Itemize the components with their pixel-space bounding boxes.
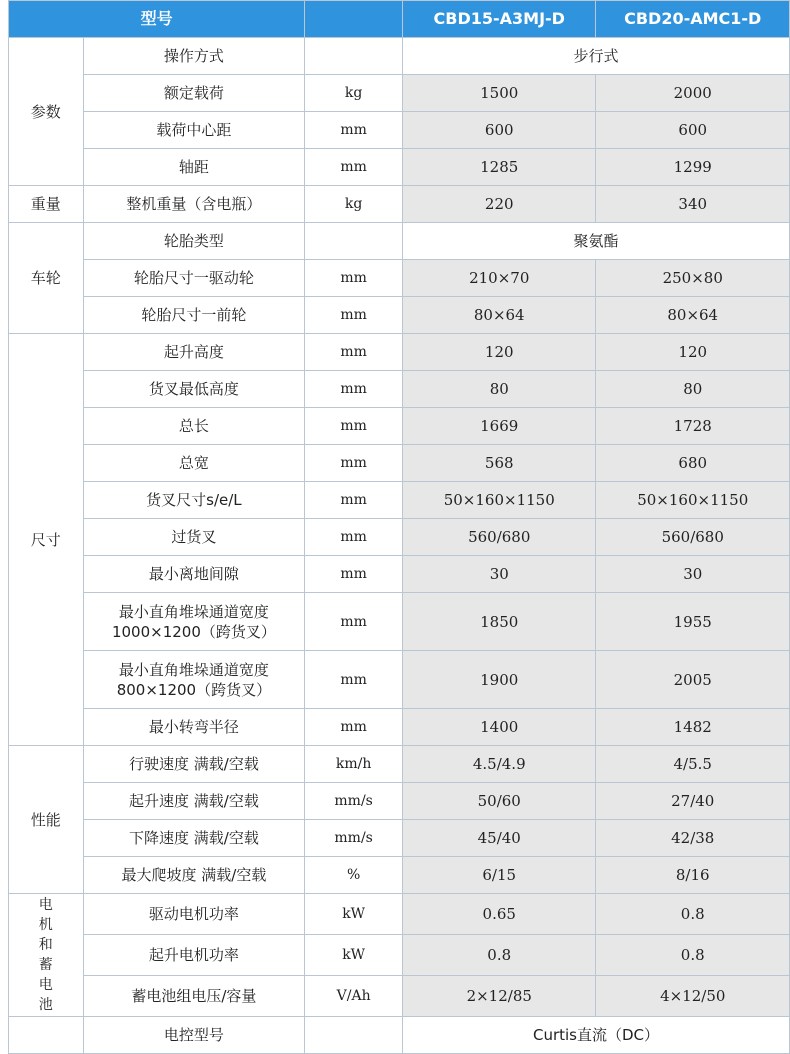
value-cell-model-1: 600 xyxy=(403,112,596,149)
value-cell-model-2: 2005 xyxy=(596,651,790,709)
param-label: 最小直角堆垛通道宽度 xyxy=(118,660,269,679)
unit-cell: mm xyxy=(305,408,403,445)
param-label: 最大爬坡度 满载/空载 xyxy=(121,866,267,884)
param-cell xyxy=(83,857,305,894)
unit-cell: V/Ah xyxy=(305,976,403,1017)
param-label: 起升电机功率 xyxy=(148,946,239,964)
table-row xyxy=(9,297,790,334)
value-cell-model-1: 0.65 xyxy=(403,894,596,935)
param-label: 载荷中心距 xyxy=(156,121,232,139)
category-cell xyxy=(9,894,84,1017)
table-row xyxy=(9,149,790,186)
param-label: 最小直角堆垛通道宽度 xyxy=(118,602,269,621)
param-cell xyxy=(83,651,305,709)
value-cell-model-2: 0.8 xyxy=(596,894,790,935)
table-row xyxy=(9,75,790,112)
value-cell-model-2: 2000 xyxy=(596,75,790,112)
param-label: 轮胎尺寸一驱动轮 xyxy=(133,269,254,287)
param-label: 驱动电机功率 xyxy=(148,905,239,923)
param-cell xyxy=(83,223,305,260)
merged-value-cell: 聚氨酯 xyxy=(403,223,790,260)
unit-cell: mm xyxy=(305,519,403,556)
param-cell xyxy=(83,1017,305,1054)
value-cell-model-1: 4.5/4.9 xyxy=(403,746,596,783)
value-cell-model-1: 1500 xyxy=(403,75,596,112)
param-label: 额定载荷 xyxy=(163,84,224,102)
unit-cell: kg xyxy=(305,75,403,112)
param-label: 行驶速度 满载/空载 xyxy=(129,755,259,773)
param-cell xyxy=(83,519,305,556)
param-cell xyxy=(83,38,305,75)
value-cell-model-2: 4×12/50 xyxy=(596,976,790,1017)
param-cell xyxy=(83,709,305,746)
param-label: 过货叉 xyxy=(171,528,217,546)
table-row xyxy=(9,112,790,149)
header-unit-blank xyxy=(305,1,403,38)
value-cell-model-1: 560/680 xyxy=(403,519,596,556)
category-cell: 重量 xyxy=(9,186,84,223)
table-row xyxy=(9,519,790,556)
param-cell xyxy=(83,976,305,1017)
table-row xyxy=(9,935,790,976)
param-cell xyxy=(83,820,305,857)
header-row xyxy=(9,1,790,38)
param-cell xyxy=(83,260,305,297)
table-row xyxy=(9,445,790,482)
value-cell-model-1: 30 xyxy=(403,556,596,593)
value-cell-model-1: 1400 xyxy=(403,709,596,746)
unit-cell: mm xyxy=(305,112,403,149)
unit-cell: kW xyxy=(305,935,403,976)
param-label: 总长 xyxy=(178,417,209,435)
value-cell-model-1: 210×70 xyxy=(403,260,596,297)
table-row xyxy=(9,894,790,935)
param-label-line2: 800×1200（跨货叉） xyxy=(116,680,272,699)
value-cell-model-1: 1285 xyxy=(403,149,596,186)
table-row xyxy=(9,709,790,746)
param-label: 最小转弯半径 xyxy=(148,718,239,736)
value-cell-model-2: 250×80 xyxy=(596,260,790,297)
unit-cell: mm xyxy=(305,445,403,482)
unit-cell: mm xyxy=(305,297,403,334)
param-label: 轮胎类型 xyxy=(163,232,224,250)
header-model-label: 型号 xyxy=(9,1,305,38)
param-cell xyxy=(83,75,305,112)
unit-cell: mm xyxy=(305,651,403,709)
value-cell-model-1: 120 xyxy=(403,334,596,371)
unit-cell: % xyxy=(305,857,403,894)
category-cell xyxy=(9,1017,84,1054)
param-cell xyxy=(83,334,305,371)
table-row xyxy=(9,223,790,260)
param-cell xyxy=(83,149,305,186)
spec-table xyxy=(8,0,790,1054)
value-cell-model-2: 30 xyxy=(596,556,790,593)
category-cell: 车轮 xyxy=(9,223,84,334)
param-label: 电控型号 xyxy=(163,1026,224,1044)
unit-cell: mm/s xyxy=(305,783,403,820)
unit-cell: km/h xyxy=(305,746,403,783)
value-cell-model-2: 8/16 xyxy=(596,857,790,894)
table-row xyxy=(9,186,790,223)
value-cell-model-2: 0.8 xyxy=(596,935,790,976)
table-row xyxy=(9,334,790,371)
param-label: 轴距 xyxy=(178,158,209,176)
param-label: 操作方式 xyxy=(163,47,224,65)
value-cell-model-1: 45/40 xyxy=(403,820,596,857)
spec-body xyxy=(9,38,790,1054)
header-model-1: CBD15-A3MJ-D xyxy=(403,1,596,38)
merged-value-cell: 步行式 xyxy=(403,38,790,75)
param-cell xyxy=(83,894,305,935)
value-cell-model-1: 6/15 xyxy=(403,857,596,894)
category-cell: 参数 xyxy=(9,38,84,186)
param-cell xyxy=(83,556,305,593)
table-row xyxy=(9,857,790,894)
table-row xyxy=(9,556,790,593)
param-cell xyxy=(83,593,305,651)
unit-cell xyxy=(305,223,403,260)
value-cell-model-2: 120 xyxy=(596,334,790,371)
param-cell xyxy=(83,445,305,482)
param-label: 货叉尺寸s/e/L xyxy=(146,491,242,509)
param-cell xyxy=(83,371,305,408)
param-label: 蓄电池组电压/容量 xyxy=(131,987,257,1005)
value-cell-model-2: 80×64 xyxy=(596,297,790,334)
value-cell-model-1: 1900 xyxy=(403,651,596,709)
param-label: 起升高度 xyxy=(163,343,224,361)
unit-cell: mm xyxy=(305,371,403,408)
unit-cell: kW xyxy=(305,894,403,935)
unit-cell: mm xyxy=(305,556,403,593)
value-cell-model-2: 560/680 xyxy=(596,519,790,556)
category-label: 电机和蓄电池 xyxy=(38,897,53,1013)
param-label: 最小离地间隙 xyxy=(148,565,239,583)
value-cell-model-1: 80×64 xyxy=(403,297,596,334)
category-cell: 性能 xyxy=(9,746,84,894)
value-cell-model-1: 220 xyxy=(403,186,596,223)
value-cell-model-2: 1482 xyxy=(596,709,790,746)
category-cell: 尺寸 xyxy=(9,334,84,746)
unit-cell: mm xyxy=(305,709,403,746)
header-model-2: CBD20-AMC1-D xyxy=(596,1,790,38)
value-cell-model-2: 80 xyxy=(596,371,790,408)
value-cell-model-2: 680 xyxy=(596,445,790,482)
value-cell-model-2: 27/40 xyxy=(596,783,790,820)
param-label-line2: 1000×1200（跨货叉） xyxy=(111,622,276,641)
table-row xyxy=(9,1017,790,1054)
unit-cell: mm xyxy=(305,260,403,297)
unit-cell: mm xyxy=(305,334,403,371)
param-cell xyxy=(83,935,305,976)
table-row xyxy=(9,371,790,408)
table-row xyxy=(9,260,790,297)
value-cell-model-2: 340 xyxy=(596,186,790,223)
value-cell-model-1: 1669 xyxy=(403,408,596,445)
param-label: 货叉最低高度 xyxy=(148,380,239,398)
value-cell-model-1: 80 xyxy=(403,371,596,408)
value-cell-model-1: 50×160×1150 xyxy=(403,482,596,519)
table-row xyxy=(9,482,790,519)
param-label: 起升速度 满载/空载 xyxy=(129,792,259,810)
value-cell-model-1: 2×12/85 xyxy=(403,976,596,1017)
param-cell xyxy=(83,746,305,783)
table-row xyxy=(9,38,790,75)
table-row xyxy=(9,746,790,783)
param-label: 总宽 xyxy=(178,454,209,472)
table-row xyxy=(9,408,790,445)
table-row xyxy=(9,651,790,709)
unit-cell: kg xyxy=(305,186,403,223)
table-row xyxy=(9,783,790,820)
param-cell xyxy=(83,186,305,223)
unit-cell: mm xyxy=(305,482,403,519)
value-cell-model-1: 0.8 xyxy=(403,935,596,976)
value-cell-model-1: 1850 xyxy=(403,593,596,651)
param-label: 整机重量（含电瓶） xyxy=(126,195,262,213)
unit-cell xyxy=(305,1017,403,1054)
unit-cell: mm/s xyxy=(305,820,403,857)
unit-cell: mm xyxy=(305,149,403,186)
table-row xyxy=(9,593,790,651)
param-cell xyxy=(83,112,305,149)
param-label: 下降速度 满载/空载 xyxy=(129,829,259,847)
param-cell xyxy=(83,482,305,519)
merged-value-cell: Curtis直流（DC） xyxy=(403,1017,790,1054)
unit-cell: mm xyxy=(305,593,403,651)
table-row xyxy=(9,976,790,1017)
param-cell xyxy=(83,297,305,334)
value-cell-model-2: 1955 xyxy=(596,593,790,651)
param-cell xyxy=(83,408,305,445)
value-cell-model-1: 568 xyxy=(403,445,596,482)
param-label: 轮胎尺寸一前轮 xyxy=(141,306,247,324)
value-cell-model-2: 600 xyxy=(596,112,790,149)
value-cell-model-1: 50/60 xyxy=(403,783,596,820)
table-row xyxy=(9,820,790,857)
param-cell xyxy=(83,783,305,820)
value-cell-model-2: 42/38 xyxy=(596,820,790,857)
value-cell-model-2: 50×160×1150 xyxy=(596,482,790,519)
unit-cell xyxy=(305,38,403,75)
value-cell-model-2: 1728 xyxy=(596,408,790,445)
value-cell-model-2: 4/5.5 xyxy=(596,746,790,783)
value-cell-model-2: 1299 xyxy=(596,149,790,186)
